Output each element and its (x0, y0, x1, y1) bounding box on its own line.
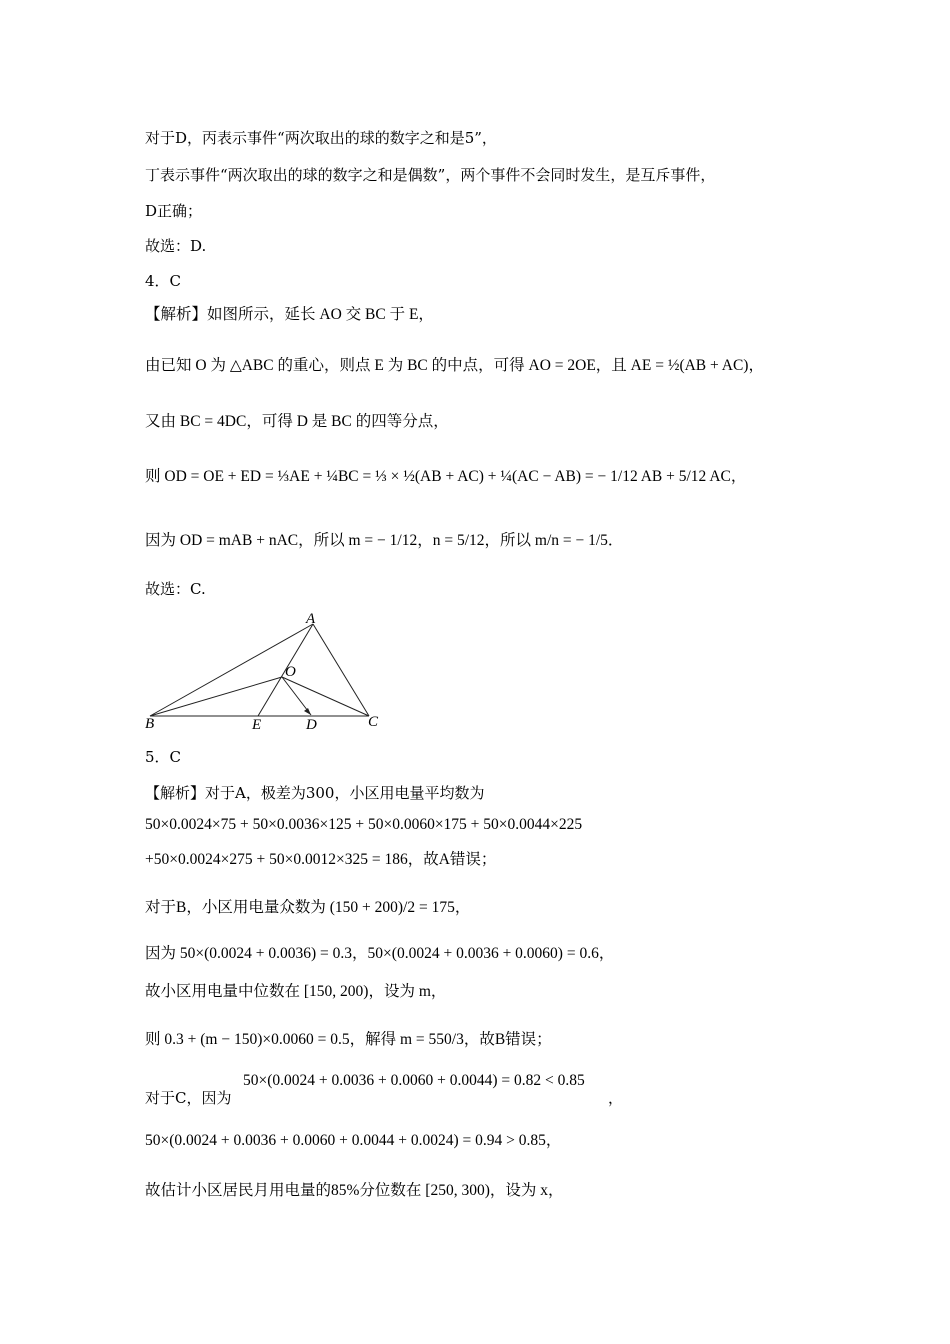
edge-ac (313, 624, 369, 716)
q4-conclusion: 故选：C. (145, 580, 206, 598)
q5-option-c-line-2: 故估计小区居民月用电量的85%分位数在 [250, 300)，设为 x， (145, 1182, 564, 1199)
label-d: D (306, 717, 317, 733)
label-o: O (285, 664, 296, 680)
q4-analysis-line-4: 则 OD = OE + ED = ⅓AE + ¼BC = ⅓ × ½(AB + AC) + ¼(AC − AB) = − 1/12 AB + 5/12 AC， (145, 468, 747, 485)
label-a: A (306, 611, 316, 627)
q5-option-c-formula-1: 50×(0.0024 + 0.0036 + 0.0060 + 0.0044) = 0.82 < 0.85 (243, 1072, 585, 1089)
q5-option-b-line-1: 对于B，小区用电量众数为 (150 + 200)/2 = 175， (145, 899, 471, 916)
vector-od-arrowhead (304, 708, 311, 715)
triangle-figure (140, 605, 390, 735)
text-line-4: 故选：D. (145, 237, 207, 255)
q5-formula-line-2: +50×0.0024×275 + 50×0.0012×325 = 186，故A错误； (145, 851, 497, 868)
q4-analysis-line-2: 由已知 O 为 △ABC 的重心，则点 E 为 BC 的中点，可得 AO = 2OE，且 AE = ½(AB + AC)， (145, 357, 764, 374)
q5-option-c-comma: ， (608, 1089, 624, 1107)
text-line-1: 对于D，丙表示事件“两次取出的球的数字之和是5”， (145, 129, 497, 147)
q4-analysis-line-1: 【解析】如图所示，延长 AO 交 BC 于 E， (145, 306, 434, 323)
question-5-answer: 5．C (145, 748, 182, 766)
label-e: E (252, 717, 262, 733)
q5-option-c-line-1: 对于C，因为 (145, 1089, 232, 1107)
q5-option-b-line-4: 则 0.3 + (m − 150)×0.0060 = 0.5，解得 m = 550/3，故B错误； (145, 1031, 552, 1048)
question-4-answer: 4．C (145, 272, 182, 290)
q5-option-b-line-3: 故小区用电量中位数在 [150, 200)，设为 m， (145, 983, 447, 1000)
segment-oc (282, 677, 369, 716)
q4-analysis-line-5: 因为 OD = mAB + nAC，所以 m = − 1/12，n = 5/12，所以 m/n = − 1/5． (145, 532, 624, 549)
q4-analysis-line-3: 又由 BC = 4DC，可得 D 是 BC 的四等分点， (145, 413, 449, 430)
segment-bo (150, 677, 282, 716)
q5-option-c-formula-2: 50×(0.0024 + 0.0036 + 0.0060 + 0.0044 + 0.0024) = 0.94 > 0.85， (145, 1132, 562, 1149)
text-line-2: 丁表示事件“两次取出的球的数字之和是偶数”，两个事件不会同时发生，是互斥事件， (145, 166, 716, 184)
q5-option-b-line-2: 因为 50×(0.0024 + 0.0036) = 0.3，50×(0.0024 + 0.0036 + 0.0060) = 0.6， (145, 945, 615, 962)
label-b: B (145, 716, 155, 732)
label-c: C (368, 714, 379, 730)
q5-analysis-line-1: 【解析】对于A，极差为300，小区用电量平均数为 (145, 784, 485, 802)
text-line-3: D正确； (145, 202, 203, 220)
q5-formula-line-1: 50×0.0024×75 + 50×0.0036×125 + 50×0.0060×175 + 50×0.0044×225 (145, 816, 583, 833)
